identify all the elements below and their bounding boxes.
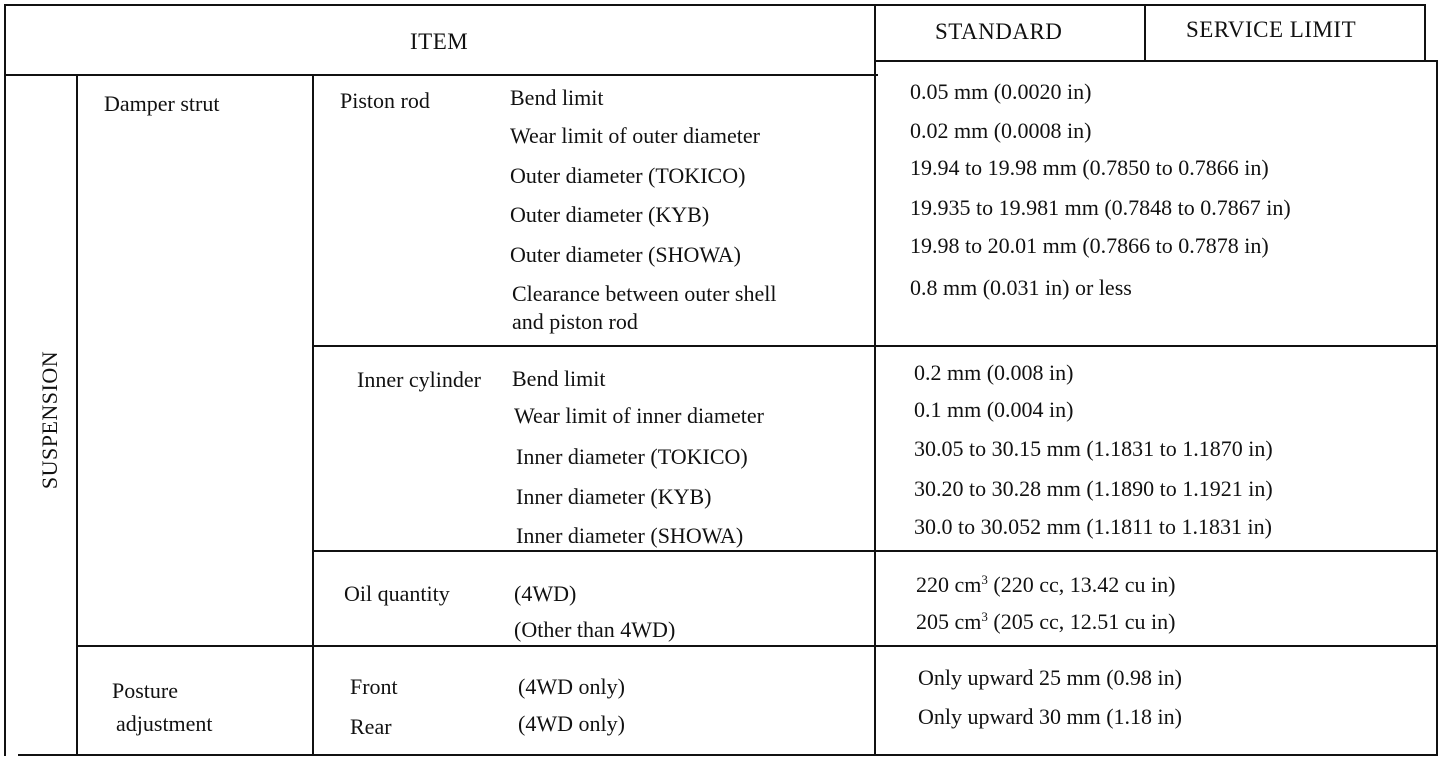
piston-rod-item: Wear limit of outer diameter — [510, 123, 760, 148]
inner-cylinder-standard: 0.2 mm (0.008 in) — [914, 360, 1074, 385]
piston-rod-label: Piston rod — [340, 88, 430, 113]
inner-cylinder-standard: 30.20 to 30.28 mm (1.1890 to 1.1921 in) — [914, 476, 1273, 501]
inner-cylinder-standard: 30.05 to 30.15 mm (1.1831 to 1.1870 in) — [914, 436, 1273, 461]
posture-standard: Only upward 30 mm (1.18 in) — [918, 704, 1182, 729]
oil-quantity-standard: 220 $cm^3$ (220 cc, 13.42 cu in) — [916, 572, 1176, 597]
piston-rod-item: Outer diameter (KYB) — [510, 202, 710, 227]
posture-label-line2: adjustment — [116, 711, 213, 736]
header-standard: STANDARD — [935, 19, 1063, 44]
piston-rod-standard: 19.935 to 19.981 mm (0.7848 to 0.7867 in) — [910, 195, 1291, 220]
clearance-item-line2: and piston rod — [512, 309, 638, 334]
piston-rod-standard: 0.05 mm (0.0020 in) — [910, 79, 1092, 104]
inner-cylinder-standard: 0.1 mm (0.004 in) — [914, 397, 1074, 422]
oil-quantity-item: (4WD) — [514, 581, 577, 606]
clearance-standard: 0.8 mm (0.031 in) or less — [910, 275, 1132, 300]
oil-quantity-item: (Other than 4WD) — [514, 617, 676, 642]
posture-standard: Only upward 25 mm (0.98 in) — [918, 665, 1182, 690]
inner-cylinder-item: Inner diameter (SHOWA) — [516, 523, 744, 548]
oil-quantity-standard: 205 $cm^3$ (205 cc, 12.51 cu in) — [916, 609, 1176, 634]
posture-position: Rear — [350, 714, 392, 739]
clearance-item-line1: Clearance between outer shell — [512, 281, 777, 306]
posture-note: (4WD only) — [518, 674, 625, 699]
inner-cylinder-item: Inner diameter (TOKICO) — [516, 444, 748, 469]
posture-note: (4WD only) — [518, 711, 625, 736]
piston-rod-standard: 19.98 to 20.01 mm (0.7866 to 0.7878 in) — [910, 233, 1269, 258]
inner-cylinder-item: Bend limit — [512, 366, 606, 391]
inner-cylinder-standard: 30.0 to 30.052 mm (1.1811 to 1.1831 in) — [914, 514, 1272, 539]
damper-strut-label: Damper strut — [104, 91, 220, 116]
header-item: ITEM — [410, 29, 469, 54]
inner-cylinder-item: Wear limit of inner diameter — [514, 403, 764, 428]
piston-rod-item: Outer diameter (TOKICO) — [510, 163, 746, 188]
inner-cylinder-item: Inner diameter (KYB) — [516, 484, 712, 509]
piston-rod-item: Outer diameter (SHOWA) — [510, 242, 741, 267]
posture-position: Front — [350, 674, 398, 699]
section-label-text: SUSPENSION — [37, 350, 62, 490]
header-service-limit: SERVICE LIMIT — [1186, 17, 1357, 42]
piston-rod-item: Bend limit — [510, 85, 604, 110]
posture-label-line1: Posture — [112, 678, 178, 703]
inner-cylinder-label: Inner cylinder — [357, 367, 481, 392]
section-label — [30, 300, 70, 540]
piston-rod-standard: 19.94 to 19.98 mm (0.7850 to 0.7866 in) — [910, 155, 1269, 180]
piston-rod-standard: 0.02 mm (0.0008 in) — [910, 118, 1092, 143]
oil-quantity-label: Oil quantity — [344, 581, 450, 606]
